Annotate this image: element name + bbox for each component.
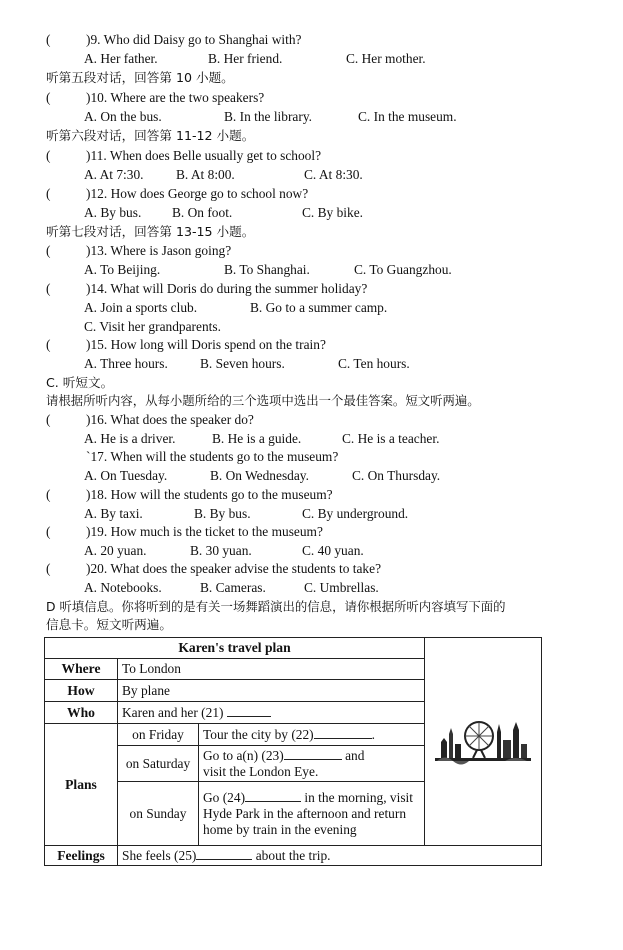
option-a: A. Her father.: [84, 51, 158, 66]
question-text: How much is the ticket to the museum?: [110, 524, 323, 539]
option-a: A. To Beijing.: [84, 262, 161, 277]
option-c: C. At 8:30.: [304, 167, 363, 182]
option-a: A. Join a sports club.: [84, 300, 198, 315]
feelings-label: Feelings: [45, 846, 118, 866]
answer-paren[interactable]: (: [46, 487, 51, 502]
question-17: `17. When will the students go to the museum?: [86, 449, 339, 464]
answer-paren[interactable]: (: [46, 243, 51, 258]
question-text: When will the students go to the museum?: [110, 449, 339, 464]
option-a: A. Notebooks.: [84, 580, 162, 595]
answer-paren[interactable]: (: [46, 281, 51, 296]
sunday-value-2: in the morning, visit Hyde Park in the afternoon and return home by train in the evening: [203, 789, 413, 837]
option-c: C. In the museum.: [358, 109, 457, 124]
option-a: A. By taxi.: [84, 506, 143, 521]
where-label: Where: [45, 659, 118, 680]
plans-label: Plans: [45, 724, 118, 846]
answer-paren[interactable]: (: [46, 561, 51, 576]
question-14: ( )14. What will Doris do during the summer holiday?: [46, 280, 367, 299]
answer-paren[interactable]: (: [46, 337, 51, 352]
option-c: C. By bike.: [302, 205, 364, 220]
question-10: ( )10. Where are the two speakers?: [46, 89, 264, 108]
saturday-and: and: [345, 747, 365, 763]
dialog-6-heading: 听第六段对话，回答第 11-12 小题。: [46, 128, 255, 143]
option-b: B. On Wednesday.: [210, 468, 309, 483]
answer-paren[interactable]: (: [46, 186, 51, 201]
question-19: ( )19. How much is the ticket to the museum?: [46, 523, 323, 542]
saturday-value: Go to a(n) (23): [203, 747, 284, 763]
question-text: How long will Doris spend on the train?: [110, 337, 326, 352]
option-a: A. By bus.: [84, 205, 142, 220]
option-b: B. Her friend.: [208, 51, 283, 66]
option-a: A. He is a driver.: [84, 431, 176, 446]
option-b: B. Go to a summer camp.: [250, 300, 388, 315]
option-c: C. 40 yuan.: [302, 543, 364, 558]
where-value: To London: [118, 659, 425, 680]
dialog-5-heading: 听第五段对话，回答第 10 小题。: [46, 70, 234, 85]
blank-25[interactable]: [196, 859, 252, 860]
skyline-icon: [435, 714, 531, 766]
option-b: B. Seven hours.: [200, 356, 285, 371]
option-a: A. 20 yuan.: [84, 543, 147, 558]
option-a: A. On the bus.: [84, 109, 162, 124]
table-title: Karen's travel plan: [45, 638, 425, 659]
option-b: B. He is a guide.: [212, 431, 302, 446]
option-c: C. By underground.: [302, 506, 409, 521]
saturday-label: on Saturday: [118, 746, 199, 782]
friday-cell: Tour the city by (22) .: [199, 724, 425, 746]
feelings-cell: [118, 846, 542, 866]
dialog-7-heading: 听第七段对话，回答第 13-15 小题。: [46, 224, 255, 239]
part-c-heading: C. 听短文。: [46, 375, 114, 390]
option-c: C. Her mother.: [346, 51, 426, 66]
option-b: B. By bus.: [194, 506, 251, 521]
option-a: A. At 7:30.: [84, 167, 144, 182]
part-d-instruction: D 听填信息。你将听到的是有关一场舞蹈演出的信息，请你根据所听内容填写下面的: [46, 599, 506, 614]
sunday-cell: [199, 782, 425, 846]
option-c: C. Ten hours.: [338, 356, 410, 371]
option-b: B. Cameras.: [200, 580, 266, 595]
saturday-cell: [199, 746, 425, 782]
option-b: B. To Shanghai.: [224, 262, 310, 277]
question-13: ( )13. Where is Jason going?: [46, 242, 231, 261]
question-text: Where is Jason going?: [110, 243, 232, 258]
blank-21[interactable]: [227, 716, 271, 717]
saturday-value-2: visit the London Eye.: [203, 763, 319, 779]
who-cell: [118, 702, 425, 724]
feelings-value-2: about the trip.: [255, 847, 331, 863]
question-text: How will the students go to the museum?: [110, 487, 333, 502]
question-text: What does the speaker do?: [110, 412, 254, 427]
blank-23[interactable]: [284, 759, 342, 760]
question-11: ( )11. When does Belle usually get to school?: [46, 147, 321, 166]
question-text: Who did Daisy go to Shanghai with?: [103, 32, 302, 47]
feelings-value: She feels (25): [122, 847, 197, 863]
how-label: How: [45, 680, 118, 702]
question-18: ( )18. How will the students go to the museum?: [46, 486, 333, 505]
question-12: ( )12. How does George go to school now?: [46, 185, 308, 204]
option-b: B. In the library.: [224, 109, 313, 124]
option-a: A. Three hours.: [84, 356, 168, 371]
answer-paren[interactable]: (: [46, 32, 51, 47]
question-text: Where are the two speakers?: [110, 90, 265, 105]
friday-value: Tour the city by (22): [203, 726, 314, 742]
how-value: By plane: [118, 680, 425, 702]
question-text: How does George go to school now?: [110, 186, 309, 201]
sunday-value: Go (24): [203, 789, 246, 805]
question-20: ( )20. What does the speaker advise the students to take?: [46, 560, 381, 579]
option-b: B. At 8:00.: [176, 167, 235, 182]
option-c: C. Umbrellas.: [304, 580, 379, 595]
city-skyline-image: [425, 638, 542, 846]
answer-paren[interactable]: (: [46, 412, 51, 427]
option-c: C. On Thursday.: [352, 468, 441, 483]
option-c: C. To Guangzhou.: [354, 262, 452, 277]
answer-paren[interactable]: (: [46, 90, 51, 105]
sunday-label: on Sunday: [118, 782, 199, 846]
who-label: Who: [45, 702, 118, 724]
travel-plan-table: [44, 637, 542, 866]
part-c-instruction: 请根据所听内容，从每小题所给的三个选项中选出一个最佳答案。短文听两遍。: [46, 393, 480, 408]
blank-24[interactable]: [245, 801, 301, 802]
blank-22[interactable]: [314, 738, 372, 739]
who-value: Karen and her (21): [122, 704, 224, 720]
question-15: ( )15. How long will Doris spend on the train?: [46, 336, 326, 355]
option-c: C. Visit her grandparents.: [84, 319, 221, 334]
question-text: What will Doris do during the summer holiday?: [110, 281, 368, 296]
answer-paren[interactable]: (: [46, 148, 51, 163]
option-a: A. On Tuesday.: [84, 468, 168, 483]
question-text: What does the speaker advise the students to take?: [110, 561, 382, 576]
question-16: ( )16. What does the speaker do?: [46, 411, 254, 430]
question-text: When does Belle usually get to school?: [109, 148, 322, 163]
option-c: C. He is a teacher.: [342, 431, 440, 446]
friday-label: on Friday: [118, 724, 199, 746]
option-b: B. On foot.: [172, 205, 233, 220]
answer-paren[interactable]: (: [46, 524, 51, 539]
part-d-instruction-2: 信息卡。短文听两遍。: [46, 617, 172, 632]
question-9: ( )9. Who did Daisy go to Shanghai with?: [46, 31, 301, 50]
option-b: B. 30 yuan.: [190, 543, 252, 558]
